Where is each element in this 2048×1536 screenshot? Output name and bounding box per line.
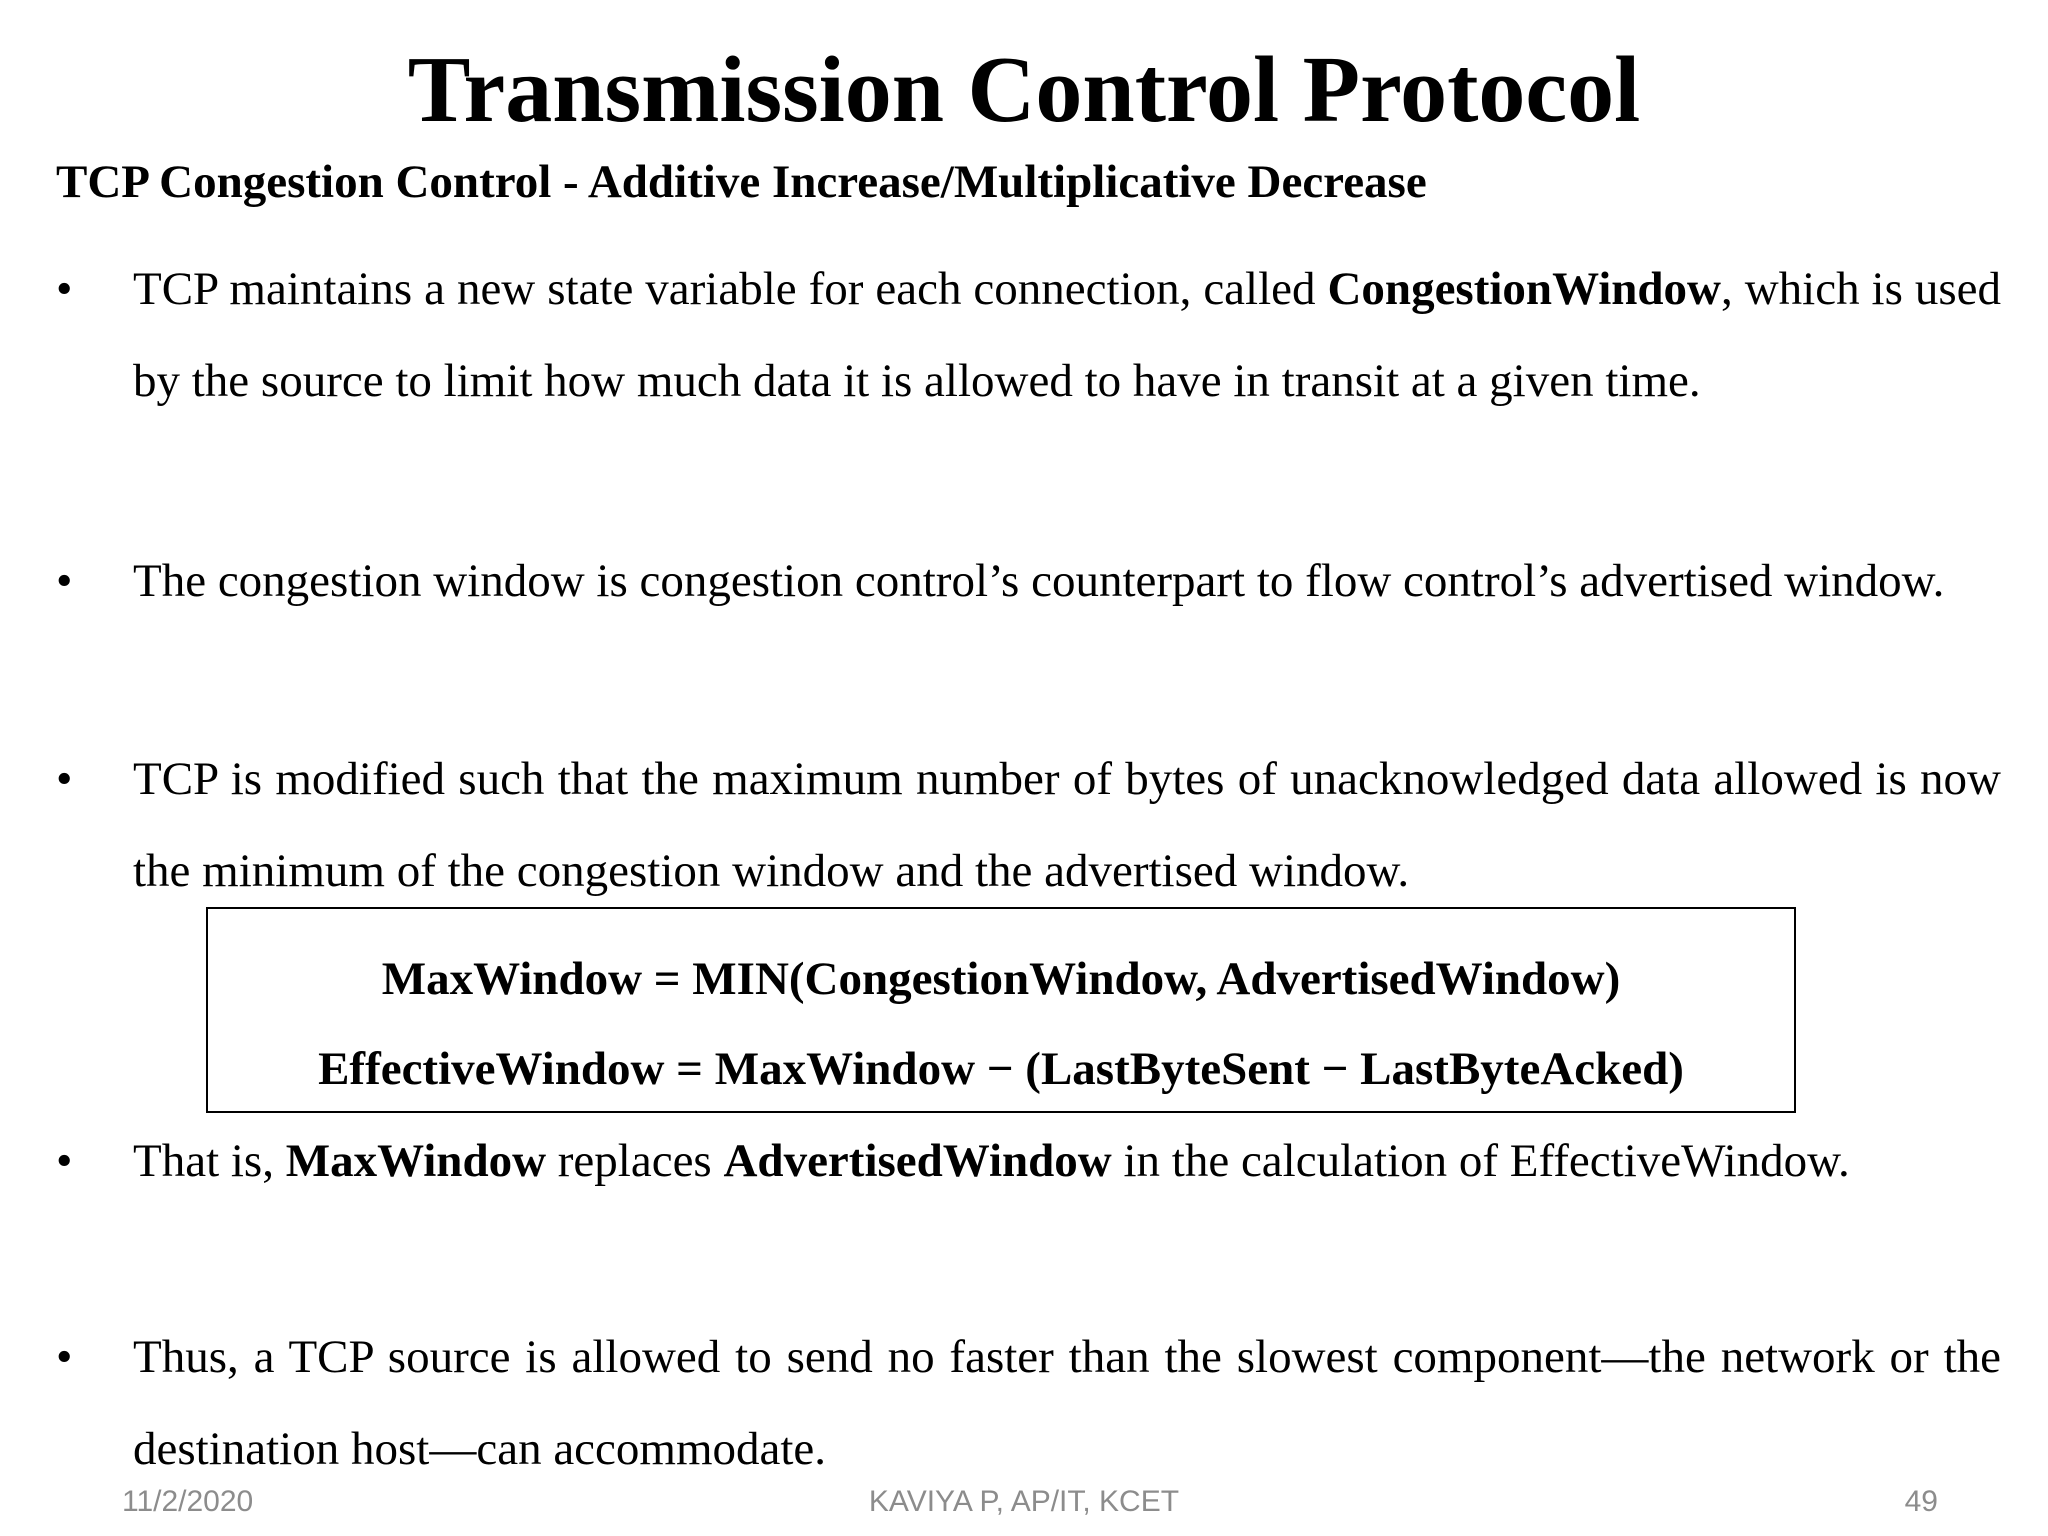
formula-effective-window: EffectiveWindow = MaxWindow − (LastByteSent − LastByteAcked): [318, 1043, 1684, 1095]
term-congestion-window: CongestionWindow: [1327, 263, 1721, 315]
bullet-text: The congestion window is congestion control’s counterpart to flow control’s advertised window.: [133, 555, 1945, 607]
slide-title: Transmission Control Protocol: [407, 38, 1641, 142]
bullet-text: TCP is modified such that the maximum number of bytes of unacknowledged data allowed is now the minimum of the congestion window and the advertised window.: [133, 753, 2001, 897]
footer-date: 11/2/2020: [122, 1485, 254, 1518]
bullet-marker: •: [56, 1331, 73, 1383]
bullet-text: Thus, a TCP source is allowed to send no faster than the slowest component—the network or the destination host—can accommodate.: [133, 1331, 2001, 1475]
formula-max-window: MaxWindow = MIN(CongestionWindow, AdvertisedWindow): [381, 953, 1621, 1005]
bullet-marker: •: [56, 263, 73, 315]
term-max-window: MaxWindow: [285, 1135, 547, 1187]
footer-page-number: 49: [1904, 1485, 1938, 1518]
footer-author: KAVIYA P, AP/IT, KCET: [868, 1485, 1180, 1518]
slide-subtitle: TCP Congestion Control - Additive Increase/Multiplicative Decrease: [56, 156, 1427, 208]
bullet-text: TCP maintains a new state variable for each connection, called CongestionWindow, which is used by the source to limit how much data it is allowed to have in transit at a given time.: [133, 263, 2001, 407]
formula-box: [206, 907, 1796, 1113]
bullet-marker: •: [56, 555, 73, 607]
bullet-marker: •: [56, 753, 73, 805]
bullet-marker: •: [56, 1135, 73, 1187]
term-advertised-window: AdvertisedWindow: [723, 1135, 1112, 1187]
bullet-text: That is, MaxWindow replaces AdvertisedWindow in the calculation of EffectiveWindow.: [133, 1135, 1850, 1187]
